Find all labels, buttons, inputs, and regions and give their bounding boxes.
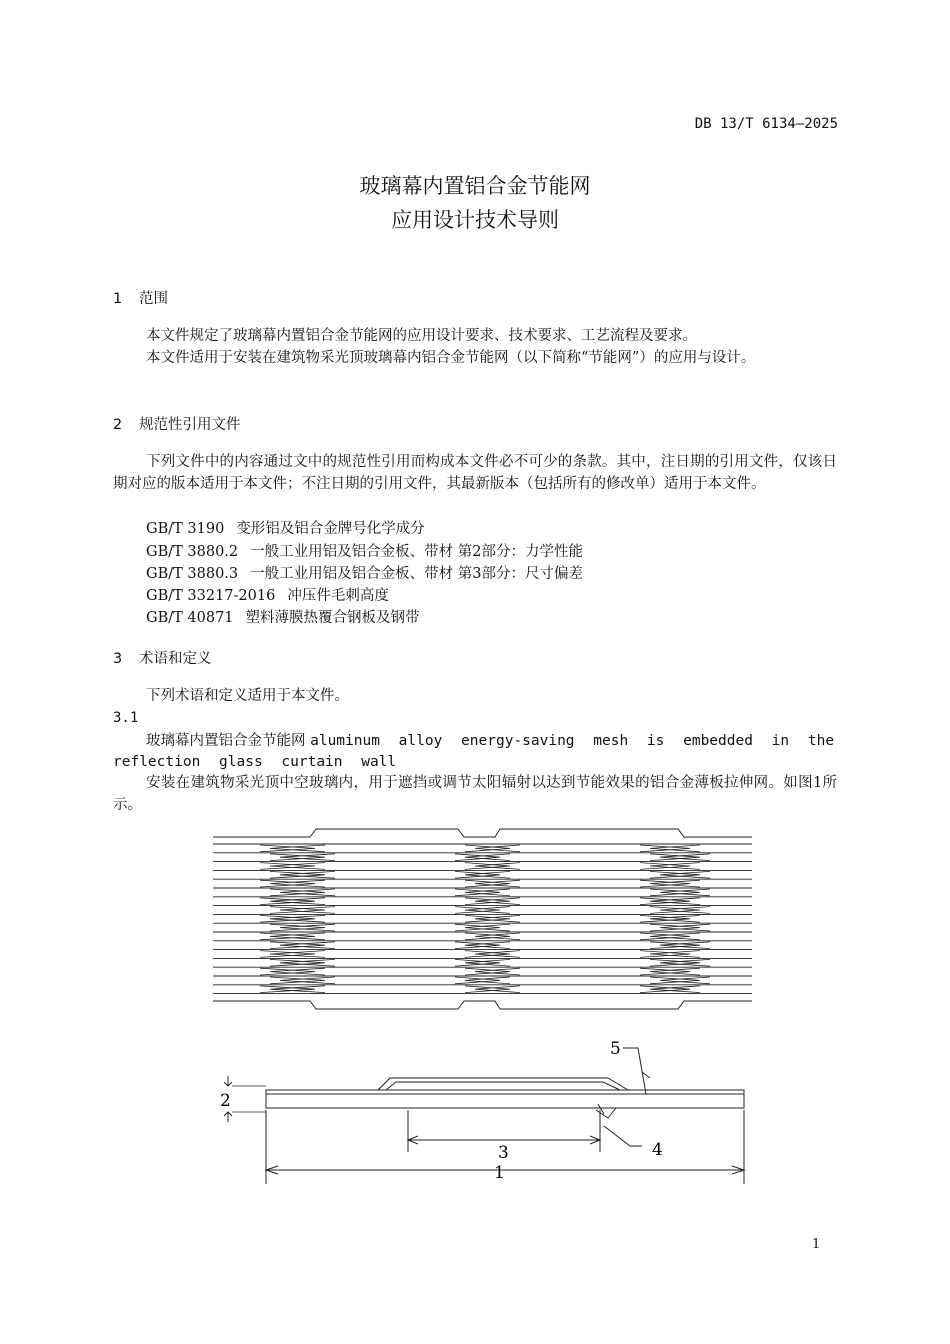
term-definition: 安装在建筑物采光顶中空玻璃内，用于遮挡或调节太阳辐射以达到节能效果的铝合金薄板拉伸网。如图1所示。 xyxy=(113,775,837,813)
term-chinese: 玻璃幕内置铝合金节能网 xyxy=(146,733,306,749)
section-1-paragraph-2: 本文件适用于安装在建筑物采光顶玻璃幕内铝合金节能网（以下简称“节能网”）的应用与设计。 xyxy=(146,350,756,366)
section-2-title: 规范性引用文件 xyxy=(139,417,241,433)
reference-item xyxy=(146,540,583,561)
reference-code: GB/T 3880.2 xyxy=(146,544,239,560)
document-title-line1: 玻璃幕内置铝合金节能网 xyxy=(359,174,591,198)
section-3-title: 术语和定义 xyxy=(139,651,212,667)
label-4: 4 xyxy=(652,1140,663,1160)
label-3: 3 xyxy=(498,1143,509,1163)
reference-code: GB/T 33217-2016 xyxy=(146,588,276,604)
section-1-title: 范围 xyxy=(139,291,168,307)
reference-name: 变形铝及铝合金牌号化学成分 xyxy=(236,521,425,537)
reference-item xyxy=(146,562,583,583)
reference-name: 一般工业用铝及铝合金板、带材 第2部分：力学性能 xyxy=(250,544,583,560)
reference-item xyxy=(146,606,420,627)
section-2-paragraph-1: 下列文件中的内容通过文中的规范性引用而构成本文件必不可少的条款。其中，注日期的引用文件，仅该日期对应的版本适用于本文件；不注日期的引用文件，其最新版本（包括所有的修改单）适用于本文件。 xyxy=(113,454,837,492)
mesh-section-figure xyxy=(218,1034,758,1194)
term-entry xyxy=(113,731,837,773)
section-3-paragraph-1: 下列术语和定义适用于本文件。 xyxy=(146,688,349,704)
label-2: 2 xyxy=(220,1091,231,1111)
section-3-number: 3 xyxy=(113,651,123,667)
label-5: 5 xyxy=(610,1039,621,1059)
reference-name: 冲压件毛刺高度 xyxy=(287,588,389,604)
page-number: 1 xyxy=(812,1237,821,1252)
reference-item xyxy=(146,584,389,605)
plate-section xyxy=(266,1090,744,1108)
reference-name: 塑料薄膜热覆合钢板及钢带 xyxy=(245,610,420,626)
document-number: DB 13/T 6134—2025 xyxy=(694,116,838,132)
reference-item xyxy=(146,517,425,538)
label-1: 1 xyxy=(494,1163,505,1183)
mesh-top-view-figure xyxy=(210,826,755,1012)
section-1-paragraph-1: 本文件规定了玻璃幕内置铝合金节能网的应用设计要求、技术要求、工艺流程及要求。 xyxy=(146,328,697,344)
term-english: aluminum alloy energy-saving mesh is embedded in the reflection glass curtain wall xyxy=(113,733,835,770)
reference-code: GB/T 3190 xyxy=(146,521,225,537)
section-3-heading xyxy=(113,647,212,668)
mesh-slits xyxy=(260,845,710,993)
reference-code: GB/T 40871 xyxy=(146,610,234,626)
section-1-number: 1 xyxy=(113,291,123,307)
reference-code: GB/T 3880.3 xyxy=(146,566,239,582)
section-2-heading xyxy=(113,413,241,434)
reference-name: 一般工业用铝及铝合金板、带材 第3部分：尺寸偏差 xyxy=(250,566,583,582)
clause-number: 3.1 xyxy=(113,710,139,726)
raised-strand xyxy=(378,1078,628,1090)
document-title-line2: 应用设计技术导则 xyxy=(391,208,559,232)
section-1-heading xyxy=(113,287,168,308)
section-2-number: 2 xyxy=(113,417,123,433)
